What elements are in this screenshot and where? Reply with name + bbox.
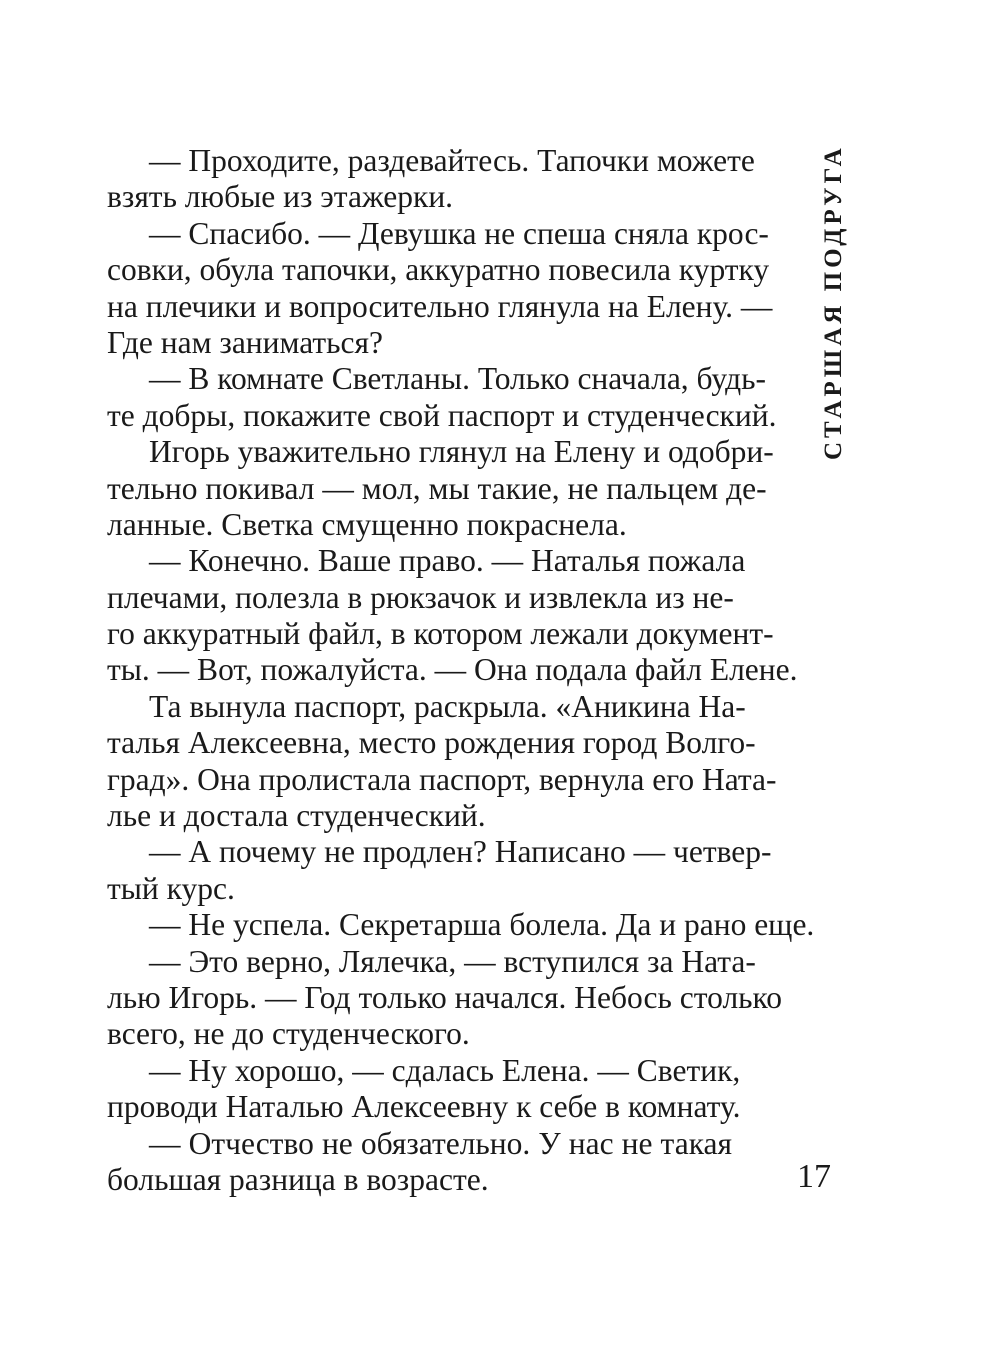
running-head: СТАРШАЯ ПОДРУГА — [820, 144, 847, 460]
text-line: совки, обула тапочки, аккуратно повесила куртку — [107, 252, 770, 288]
page-number: 17 — [797, 1158, 831, 1195]
text-line: — Конечно. Ваше право. — Наталья пожала — [149, 543, 746, 579]
text-line: Игорь уважительно глянул на Елену и одобри- — [149, 434, 774, 470]
text-line: ланные. Светка смущенно покраснела. — [107, 506, 627, 542]
text-line: взять любые из этажерки. — [107, 179, 454, 215]
text-line: — Ну хорошо, — сдалась Елена. — Светик, — [149, 1052, 741, 1088]
text-line: тельно покивал — мол, мы такие, не пальцем де- — [107, 470, 767, 506]
text-line: проводи Наталью Алексеевну к себе в комнату. — [107, 1089, 741, 1125]
text-line: — Проходите, раздевайтесь. Тапочки можете — [149, 143, 755, 178]
text-line: Та вынула паспорт, раскрыла. «Аникина На- — [149, 688, 746, 724]
text-line: лью Игорь. — Год только начался. Небось столько — [107, 979, 782, 1015]
text-line: — Не успела. Секретарша болела. Да и рано еще. — [149, 907, 815, 943]
text-line: талья Алексеевна, место рождения город Волго- — [107, 725, 756, 761]
text-line: град». Она пролистала паспорт, вернула его Ната- — [107, 761, 777, 797]
text-line: го аккуратный файл, в котором лежали документ- — [107, 616, 774, 652]
text-line: — Это верно, Лялечка, — вступился за Ната- — [149, 943, 756, 979]
text-line: — Спасибо. — Девушка не спеша сняла крос- — [149, 215, 769, 251]
text-line: те добры, покажите свой паспорт и студенческий. — [107, 397, 777, 433]
text-line: большая разница в возрасте. — [107, 1161, 489, 1197]
text-line: лье и достала студенческий. — [107, 798, 486, 834]
text-line: — А почему не продлен? Написано — четвер- — [149, 834, 772, 870]
text-line: плечами, полезла в рюкзачок и извлекла из не- — [107, 579, 734, 615]
text-line: — В комнате Светланы. Только сначала, будь- — [149, 361, 767, 397]
text-line: на плечики и вопросительно глянула на Елену. — — [107, 288, 773, 324]
text-line: всего, не до студенческого. — [107, 1016, 470, 1052]
text-line: Где нам заниматься? — [107, 324, 383, 360]
text-line: ты. — Вот, пожалуйста. — Она подала файл Елене. — [107, 652, 798, 688]
text-line: — Отчество не обязательно. У нас не такая — [149, 1125, 732, 1161]
text-line: тый курс. — [107, 870, 235, 906]
